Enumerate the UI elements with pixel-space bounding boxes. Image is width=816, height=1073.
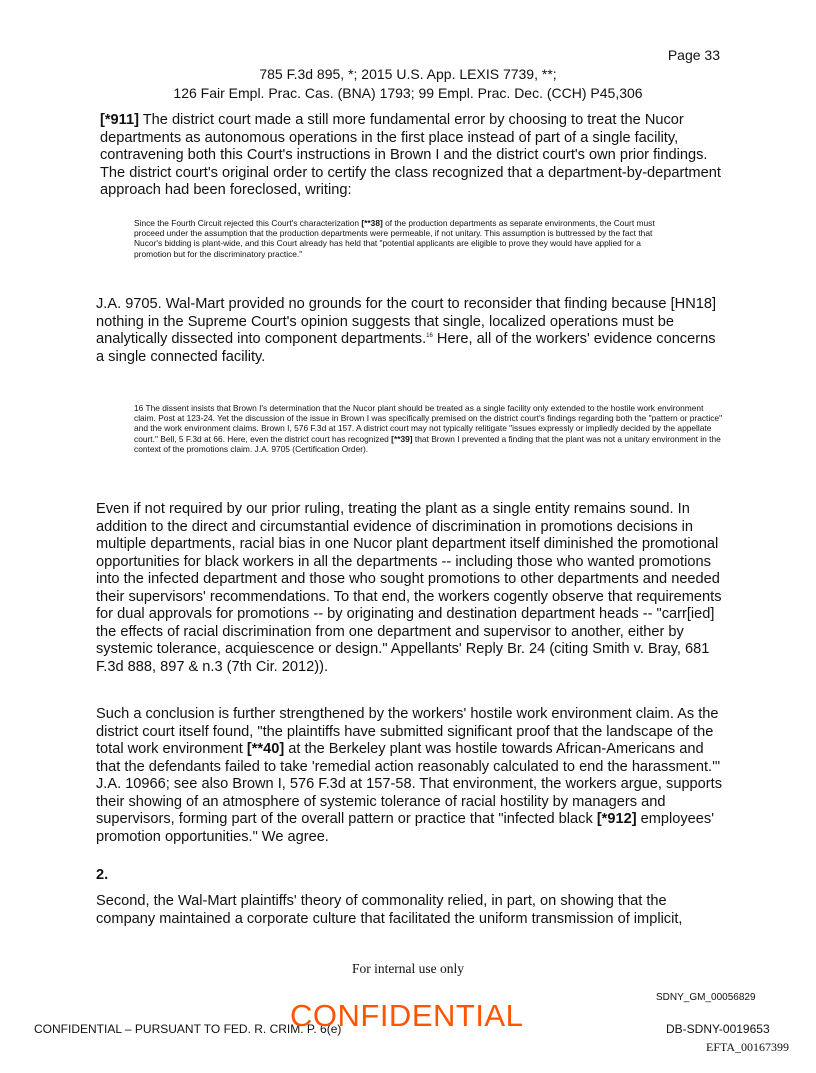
footnote-reference[interactable]: 16: [426, 333, 433, 340]
bates-number-sdny-gm: SDNY_GM_00056829: [656, 992, 756, 1003]
paragraph-1: [100, 112, 730, 200]
footnote-text-a: 16 The dissent insists that Brown I's determination that the Nucor plant should be treated as a single facility only extended to the hostile work environment claim. Post at 123-24. Yet the discussion of the issue in Brown I was specifically premised on the district court's findings regarding both the "pattern or practice" and the work environment claims. Brown I, 576 F.3d at 157. A district court may not typically relitigate "issues expressly or impliedly decided by the appellate court." Bell, 5 F.3d at 66. Here, even the district court has recognized: [134, 403, 723, 444]
efta-number: EFTA_00167399: [706, 1040, 790, 1054]
star-page-marker: [*912]: [596, 811, 637, 827]
block-quote-text-a: Since the Fourth Circuit rejected this Court's characterization: [134, 218, 362, 228]
confidential-footer-line: CONFIDENTIAL – PURSUANT TO FED. R. CRIM. P. 6(e): [34, 1022, 342, 1036]
paragraph-2-text-b: Here, all of the workers' evidence concerns a single connected facility.: [96, 331, 716, 365]
footnote-text-b: that Brown I prevented a finding that the plant was not a unitary environment in the context of the promotions claim. J.A. 9705 (Certification Order).: [134, 433, 721, 454]
block-quote-text-b: of the production departments as separate environments, the Court must proceed under the assumption that the production departments were permeable, if not unitary. This assumption is buttressed by the fact that Nucor's bidding is plant-wide, and this Court already has held that "potential applicants are eligible to prove they would have applied for a promotion but for the discriminatory practice.": [134, 218, 655, 259]
footnote-16: [134, 403, 724, 454]
page-number: Page 33: [667, 47, 720, 63]
section-heading: 2.: [96, 867, 109, 883]
star-page-marker: [**40]: [246, 741, 285, 757]
internal-use-notice: For internal use only: [351, 961, 465, 976]
paragraph-1-text: The district court made a still more fundamental error by choosing to treat the Nucor departments as autonomous operations in the first place instead of part of a single facility, contravening both this Court's instructions in Brown I and the district court's own prior findings. The district court's original order to certify the class recognized that a department-by-department approach had been foreclosed, writing:: [100, 112, 721, 198]
paragraph-5: Second, the Wal-Mart plaintiffs' theory of commonality relied, in part, on showing that the company maintained a corporate culture that facilitated the uniform transmission of implicit,: [96, 893, 683, 927]
star-page-marker: [**39]: [391, 433, 413, 444]
paragraph-4-text-a: Such a conclusion is further strengthened by the workers' hostile work environment claim. As the district court itself found, "the plaintiffs have submitted significant proof that the landscape of the total work environment: [96, 706, 719, 757]
paragraph-4: [96, 706, 726, 846]
star-page-marker: [*911]: [100, 112, 139, 128]
block-quote: [134, 218, 676, 259]
bates-number-db: DB-SDNY-0019653: [666, 1022, 770, 1036]
paragraph-4-text-c: employees' promotion opportunities." We agree.: [96, 811, 714, 845]
confidential-stamp: CONFIDENTIAL: [290, 998, 524, 1033]
citation-line-2: 126 Fair Empl. Prac. Cas. (BNA) 1793; 99 Empl. Prac. Dec. (CCH) P45,306: [173, 85, 643, 101]
paragraph-3: Even if not required by our prior ruling, treating the plant as a single entity remains sound. In addition to the direct and circumstantial evidence of discrimination in promotions decisions in multiple departments, racial bias in one Nucor plant department itself diminished the promotional opportunities for black workers in all the departments -- including those who wanted promotions into the infected department and those who sought promotions to other departments and needed their supervisors' recommendations. To that end, the workers cogently observe that requirements for dual approvals for promotions -- by originating and destination department heads -- "carr[ied] the effects of racial discrimination from one department and supervisor to another, either by systemic tolerance, acquiescence or design." Appellants' Reply Br. 24 (citing Smith v. Bray, 681 F.3d 888, 897 & n.3 (7th Cir. 2012)).: [96, 501, 722, 675]
citation-line-1: 785 F.3d 895, *; 2015 U.S. App. LEXIS 7739, **;: [259, 66, 557, 82]
paragraph-4-text-b: at the Berkeley plant was hostile towards African-Americans and that the defendants failed to take 'remedial action reasonably calculated to end the harassment.'" J.A. 10966; see also Brown I, 576 F.3d at 157-58. That environment, the workers argue, supports their showing of an atmosphere of systemic tolerance of racial hostility by managers and supervisors, forming part of the overall pattern or practice that "infected black: [96, 741, 722, 827]
paragraph-2: [96, 296, 726, 366]
star-page-marker: [**38]: [361, 218, 383, 228]
paragraph-2-text-a: J.A. 9705. Wal-Mart provided no grounds for the court to reconsider that finding because [HN18] nothing in the Supreme Court's opinion suggests that single, localized operations must be analytically dissected into component departments.: [96, 296, 717, 347]
